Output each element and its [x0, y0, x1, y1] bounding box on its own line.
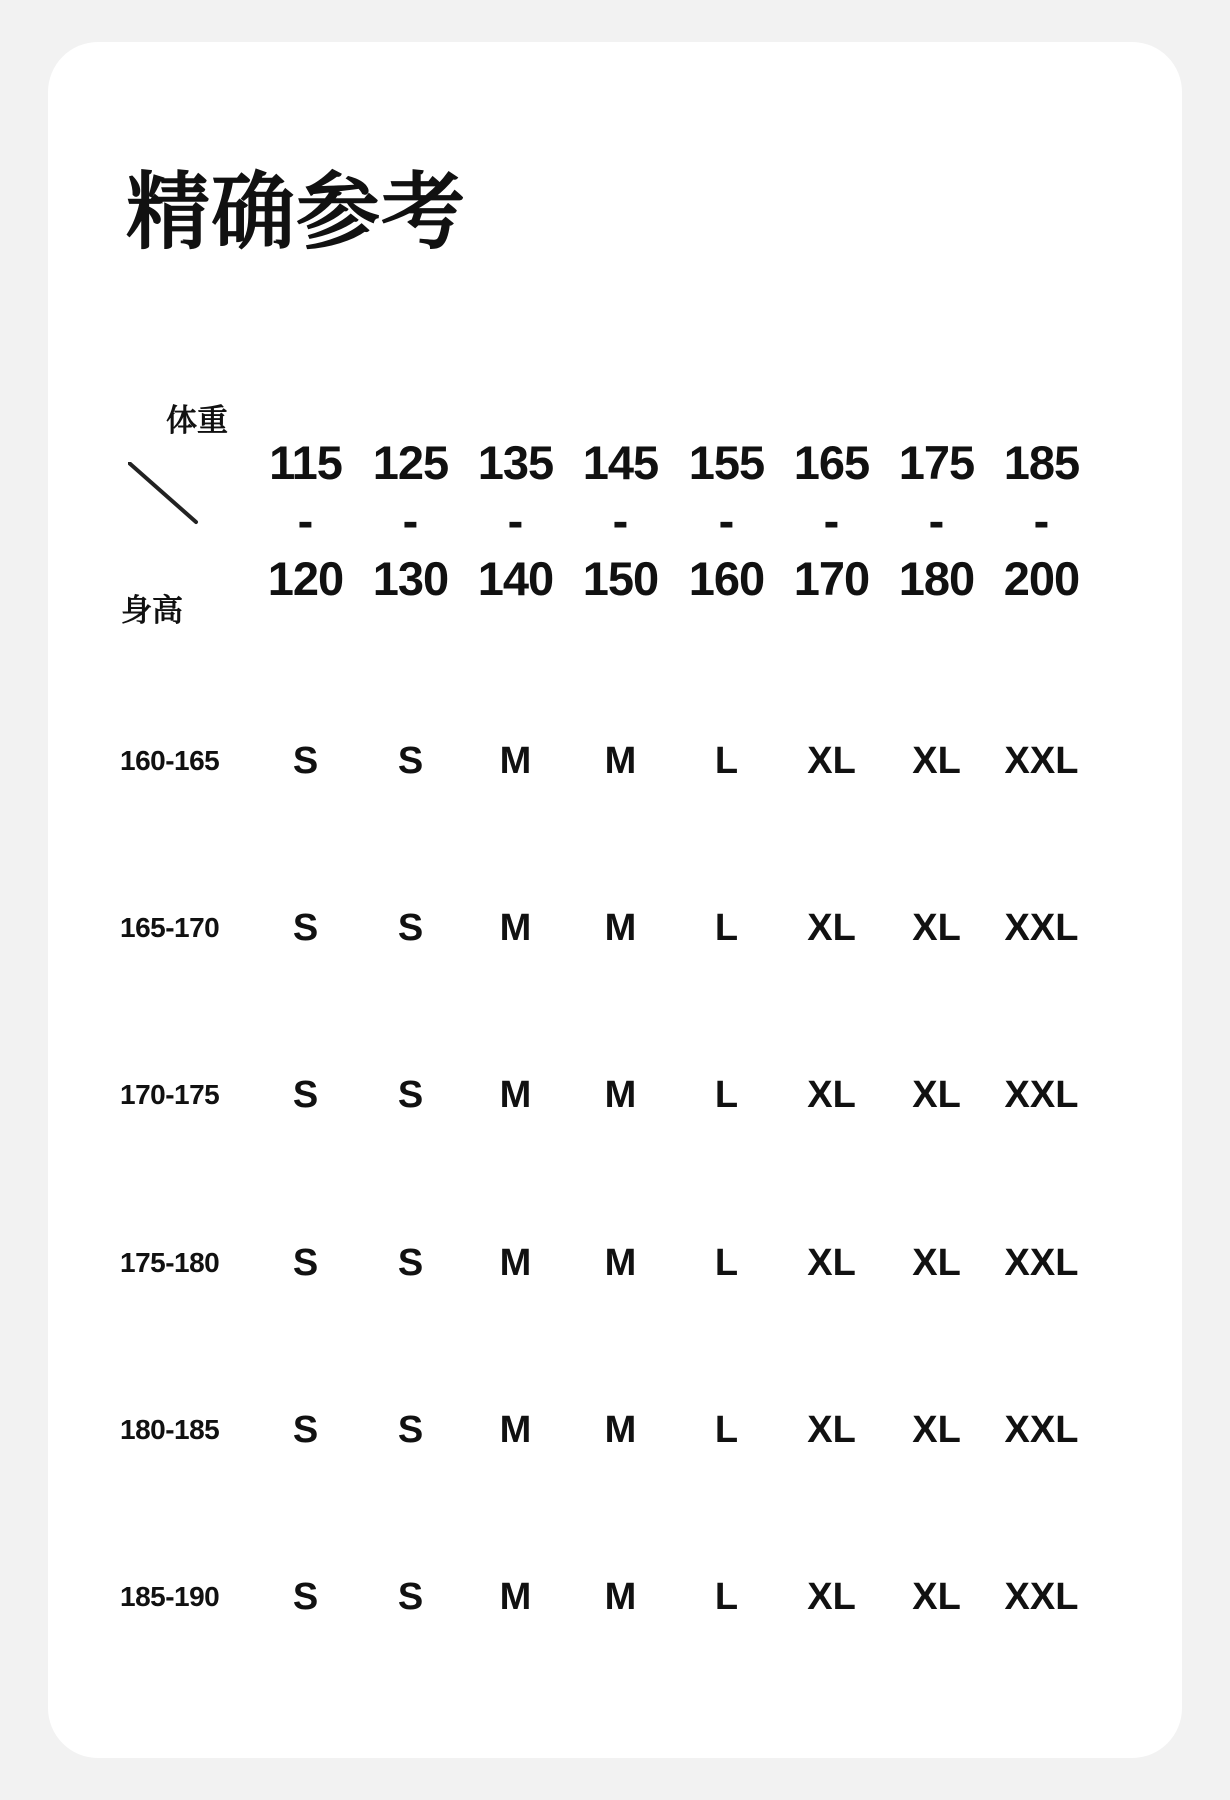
weight-range-end: 160 [688, 552, 765, 605]
size-cell: XXL [1004, 1409, 1079, 1451]
weight-range-separator: - [823, 494, 840, 547]
size-cell: L [714, 1576, 739, 1618]
height-range-label: 185-190 [120, 1581, 220, 1612]
weight-range-start: 155 [688, 436, 765, 489]
weight-range-start: 145 [582, 436, 659, 489]
size-cell: XL [912, 907, 961, 949]
size-cell: S [292, 1074, 319, 1116]
size-cell: M [499, 907, 532, 949]
weight-column-header [568, 437, 673, 605]
size-cell: XL [912, 740, 961, 782]
size-cell: M [499, 1409, 532, 1451]
weight-range-end: 170 [793, 552, 870, 605]
weight-range-end: 130 [372, 552, 449, 605]
height-axis-label: 身高 [121, 593, 183, 629]
size-cell: M [604, 1074, 637, 1116]
weight-range-end: 140 [477, 552, 554, 605]
weight-axis-label: 体重 [166, 403, 228, 439]
height-range-label: 170-175 [120, 1079, 220, 1110]
weight-range-end: 120 [267, 552, 344, 605]
size-cell: M [499, 1242, 532, 1284]
weight-range-end: 150 [582, 552, 659, 605]
height-range-label: 165-170 [120, 912, 220, 943]
size-cell: XL [912, 1074, 961, 1116]
weight-range-start: 175 [898, 436, 975, 489]
weight-column-header [253, 437, 358, 605]
weight-range-end: 200 [1003, 552, 1080, 605]
weight-range-end: 180 [898, 552, 975, 605]
size-cell: S [292, 907, 319, 949]
size-cell: XL [807, 1074, 856, 1116]
size-cell: S [397, 907, 424, 949]
size-cell: L [714, 1074, 739, 1116]
size-cell: M [499, 1576, 532, 1618]
size-cell: XL [912, 1242, 961, 1284]
page-title: 精确参考 [126, 163, 467, 261]
size-cell: XL [807, 907, 856, 949]
size-cell: XXL [1004, 1074, 1079, 1116]
size-cell: M [604, 1242, 637, 1284]
weight-range-start: 185 [1003, 436, 1080, 489]
weight-range-start: 125 [372, 436, 449, 489]
weight-range-separator: - [402, 494, 419, 547]
height-range-label: 175-180 [120, 1247, 220, 1278]
weight-range-separator: - [612, 494, 629, 547]
height-range-label: 180-185 [120, 1414, 220, 1445]
diagonal-divider [128, 462, 248, 542]
size-cell: XXL [1004, 907, 1079, 949]
weight-column-header [674, 437, 779, 605]
size-cell: XXL [1004, 740, 1079, 782]
weight-range-separator: - [1033, 494, 1050, 547]
size-cell: S [397, 1242, 424, 1284]
weight-range-separator: - [297, 494, 314, 547]
weight-column-header [989, 437, 1094, 605]
size-cell: S [292, 1409, 319, 1451]
size-cell: S [292, 1576, 319, 1618]
size-cell: M [604, 740, 637, 782]
size-cell: L [714, 907, 739, 949]
weight-range-separator: - [507, 494, 524, 547]
size-cell: S [292, 1242, 319, 1284]
size-cell: M [499, 1074, 532, 1116]
weight-column-header [779, 437, 884, 605]
weight-range-start: 115 [269, 436, 342, 489]
size-cell: XXL [1004, 1576, 1079, 1618]
weight-column-header [358, 437, 463, 605]
size-cell: M [604, 907, 637, 949]
size-cell: XL [807, 1576, 856, 1618]
height-range-label: 160-165 [120, 745, 220, 776]
size-cell: XXL [1004, 1242, 1079, 1284]
size-cell: XL [807, 1242, 856, 1284]
weight-range-start: 165 [793, 436, 870, 489]
weight-range-start: 135 [477, 436, 554, 489]
weight-column-header [463, 437, 568, 605]
size-cell: S [292, 740, 319, 782]
size-cell: L [714, 740, 739, 782]
size-cell: L [714, 1409, 739, 1451]
size-cell: S [397, 1576, 424, 1618]
size-cell: S [397, 1409, 424, 1451]
weight-range-separator: - [928, 494, 945, 547]
weight-column-header [884, 437, 989, 605]
size-cell: L [714, 1242, 739, 1284]
size-cell: XL [807, 740, 856, 782]
size-chart-card [48, 42, 1182, 1758]
size-cell: M [604, 1409, 637, 1451]
size-cell: XL [807, 1409, 856, 1451]
weight-range-separator: - [718, 494, 735, 547]
size-cell: S [397, 740, 424, 782]
size-cell: XL [912, 1576, 961, 1618]
size-cell: XL [912, 1409, 961, 1451]
size-cell: M [499, 740, 532, 782]
size-cell: S [397, 1074, 424, 1116]
size-cell: M [604, 1576, 637, 1618]
